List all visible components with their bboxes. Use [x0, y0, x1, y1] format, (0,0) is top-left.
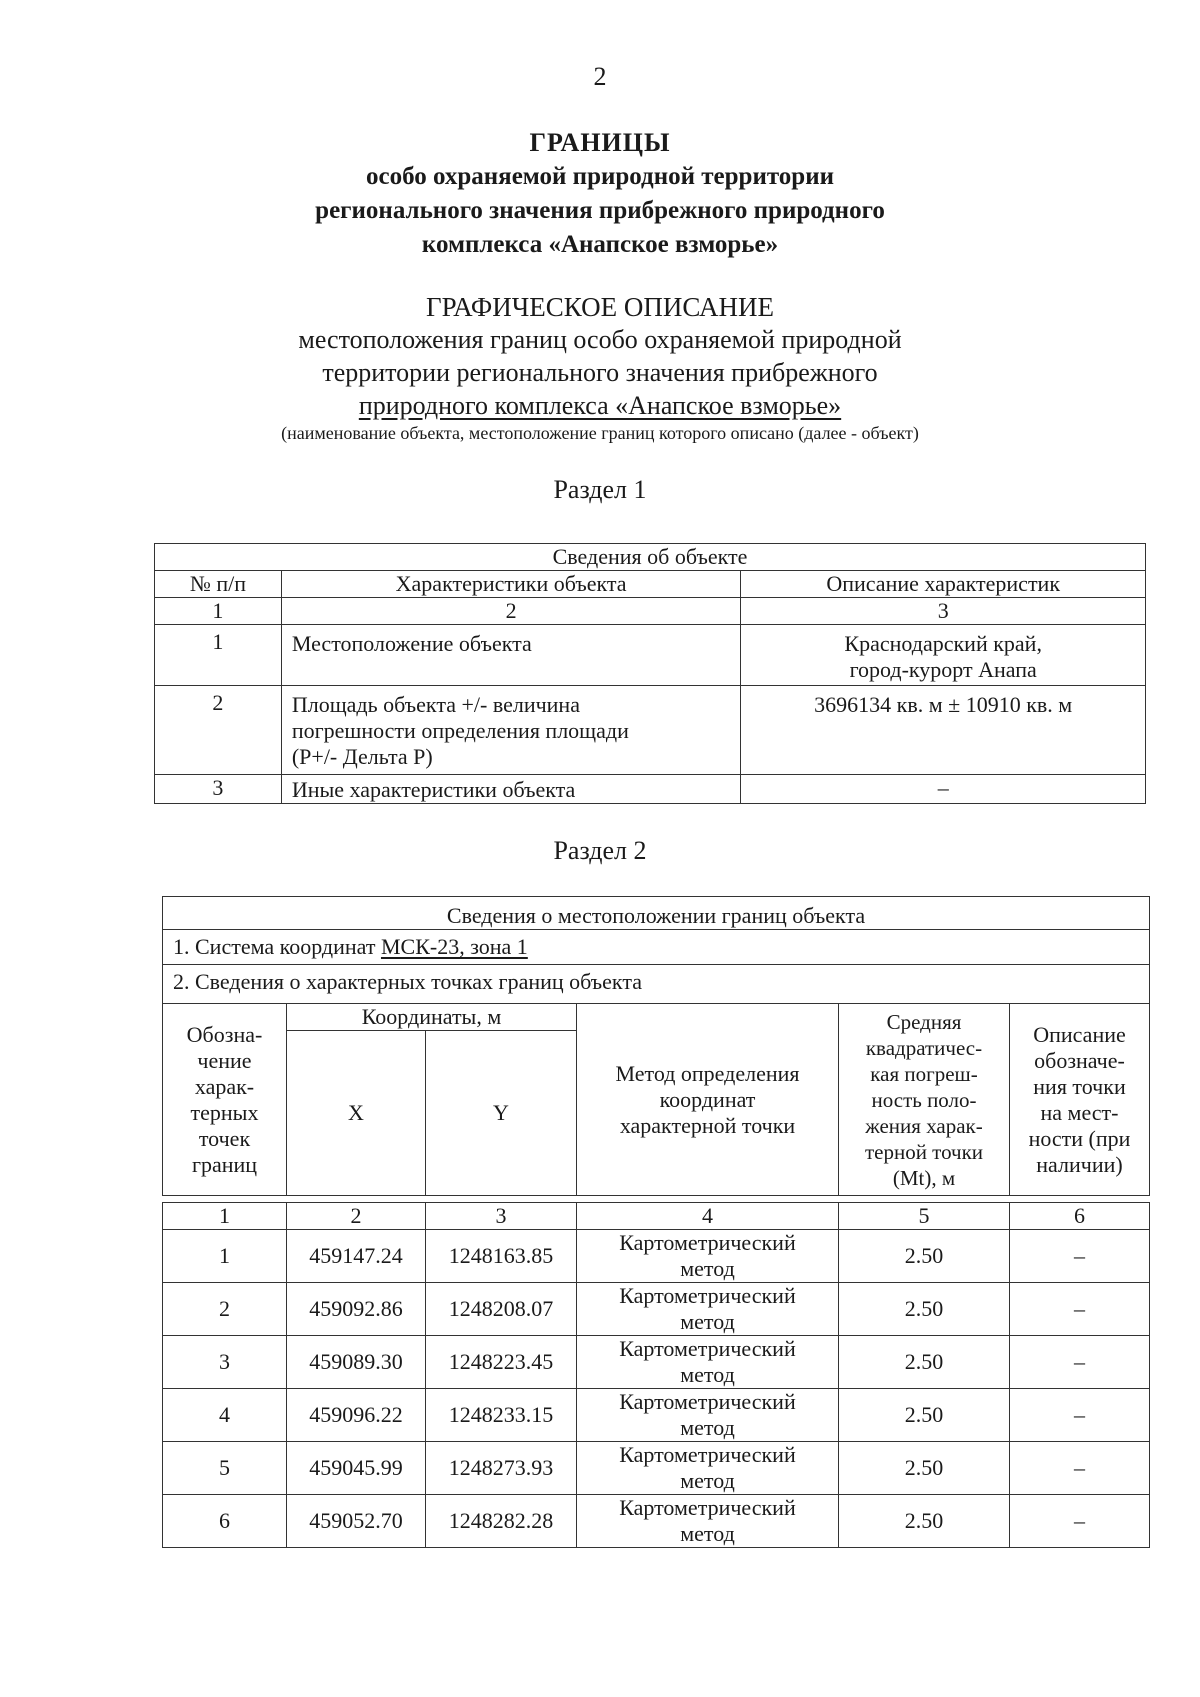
x-header: X: [287, 1031, 426, 1196]
section-1-heading: Раздел 1: [553, 475, 647, 504]
method-line: метод: [680, 1362, 735, 1387]
characteristic-cell: [281, 686, 741, 775]
x-coordinate-cell: 459096.22: [287, 1389, 426, 1442]
point-number-cell: 4: [163, 1389, 287, 1442]
document-subtitle-line: особо охраняемой природной территории: [365, 163, 835, 190]
table-row: [155, 775, 1146, 804]
header-line: жения харак-: [865, 1113, 983, 1138]
designation-header: [163, 1004, 287, 1196]
characteristic-line: (Р+/- Дельта Р): [291, 744, 433, 769]
point-number-cell: 6: [163, 1495, 287, 1548]
y-coordinate-cell: 1248282.28: [426, 1495, 577, 1548]
document-subtitle-line: регионального значения прибрежного природного: [315, 197, 885, 224]
header-line: координат: [659, 1086, 756, 1112]
method-line: Картометрический: [619, 1495, 796, 1520]
column-number: 1: [163, 1203, 287, 1230]
x-coordinate-cell: 459045.99: [287, 1442, 426, 1495]
row-number: 2: [155, 686, 282, 775]
table-row: [163, 1389, 1150, 1442]
characteristic-cell: Местоположение объекта: [281, 625, 741, 686]
object-name-caption: (наименование объекта, местоположение границ которого описано (далее - объект): [281, 423, 919, 443]
header-line: кая погреш-: [870, 1061, 978, 1086]
table-row: [163, 1283, 1150, 1336]
description-cell: –: [741, 775, 1146, 804]
graphic-description-line: местоположения границ особо охраняемой природной: [298, 325, 902, 354]
x-coordinate-cell: 459092.86: [287, 1283, 426, 1336]
error-cell: 2.50: [839, 1230, 1010, 1283]
coordinate-system-value: МСК-23, зона 1: [380, 934, 528, 959]
coordinate-system: [163, 930, 1150, 965]
description-cell: [741, 625, 1146, 686]
point-number-cell: 1: [163, 1230, 287, 1283]
column-number: 1: [155, 598, 282, 625]
column-number: 4: [577, 1203, 839, 1230]
object-name-underlined: природного комплекса «Анапское взморье»: [358, 391, 842, 420]
y-header: Y: [426, 1031, 577, 1196]
column-header: № п/п: [155, 571, 282, 598]
header-line: чение: [197, 1047, 252, 1073]
section-2-heading: Раздел 2: [553, 836, 647, 865]
method-cell: [577, 1389, 839, 1442]
header-line: ния точки: [1033, 1073, 1126, 1099]
graphic-description-line: [0, 391, 1200, 421]
method-line: Картометрический: [619, 1283, 796, 1308]
method-line: метод: [680, 1309, 735, 1334]
header-line: (Mt), м: [892, 1165, 956, 1190]
graphic-description-line: территории регионального значения прибрежного: [322, 358, 878, 387]
point-number-cell: 2: [163, 1283, 287, 1336]
header-line: характерной точки: [619, 1112, 796, 1138]
table-row: [155, 686, 1146, 775]
object-info-table: [154, 543, 1146, 804]
x-coordinate-cell: 459147.24: [287, 1230, 426, 1283]
description-cell: 3696134 кв. м ± 10910 кв. м: [741, 686, 1146, 775]
page-number: 2: [593, 62, 607, 91]
header-line: Описание: [1033, 1021, 1126, 1047]
method-cell: [577, 1230, 839, 1283]
column-header: Характеристики объекта: [281, 571, 741, 598]
y-coordinate-cell: 1248273.93: [426, 1442, 577, 1495]
points-caption: 2. Сведения о характерных точках границ объекта: [163, 965, 1150, 1004]
y-coordinate-cell: 1248208.07: [426, 1283, 577, 1336]
method-cell: [577, 1283, 839, 1336]
point-number-cell: 3: [163, 1336, 287, 1389]
table-row: [163, 1230, 1150, 1283]
column-number: 2: [281, 598, 741, 625]
characteristic-cell: Иные характеристики объекта: [281, 775, 741, 804]
table-title: Сведения об объекте: [155, 544, 1146, 571]
header-line: точек: [198, 1125, 251, 1151]
graphic-description-title: ГРАФИЧЕСКОЕ ОПИСАНИЕ: [425, 292, 775, 322]
characteristic-line: погрешности определения площади: [291, 718, 629, 743]
method-cell: [577, 1442, 839, 1495]
header-line: обозначе-: [1034, 1047, 1125, 1073]
x-coordinate-cell: 459089.30: [287, 1336, 426, 1389]
characteristic-line: Площадь объекта +/- величина: [291, 692, 580, 717]
header-line: Обозна-: [186, 1021, 263, 1047]
method-header: [577, 1004, 839, 1196]
x-coordinate-cell: 459052.70: [287, 1495, 426, 1548]
table-row: [163, 1442, 1150, 1495]
header-line: квадратичес-: [865, 1035, 983, 1060]
boundary-points-table: [162, 896, 1150, 1548]
row-number: 3: [155, 775, 282, 804]
table-title: Сведения о местоположении границ объекта: [163, 897, 1150, 930]
column-number: 6: [1010, 1203, 1150, 1230]
point-description-cell: –: [1010, 1283, 1150, 1336]
method-line: метод: [680, 1256, 735, 1281]
header-line: ность поло-: [871, 1087, 977, 1112]
column-number: 3: [426, 1203, 577, 1230]
header-line: ности (при: [1028, 1125, 1131, 1151]
point-description-cell: –: [1010, 1230, 1150, 1283]
error-cell: 2.50: [839, 1495, 1010, 1548]
header-line: терных: [190, 1099, 259, 1125]
header-line: харак-: [194, 1073, 255, 1099]
method-line: Картометрический: [619, 1389, 796, 1414]
header-line: Метод определения: [615, 1060, 800, 1086]
y-coordinate-cell: 1248163.85: [426, 1230, 577, 1283]
column-number: 5: [839, 1203, 1010, 1230]
description-line: Краснодарский край,: [844, 631, 1042, 656]
point-number-cell: 5: [163, 1442, 287, 1495]
header-line: Средняя: [886, 1009, 962, 1034]
error-cell: 2.50: [839, 1336, 1010, 1389]
row-number: 1: [155, 625, 282, 686]
table-row: [155, 625, 1146, 686]
column-number: 2: [287, 1203, 426, 1230]
coordinates-header: Координаты, м: [287, 1004, 577, 1031]
document-subtitle-line: комплекса «Анапское взморье»: [421, 231, 779, 258]
point-description-cell: –: [1010, 1495, 1150, 1548]
coordinate-system-label: 1. Система координат: [173, 934, 381, 959]
method-line: Картометрический: [619, 1442, 796, 1467]
column-header: Описание характеристик: [741, 571, 1146, 598]
point-description-cell: –: [1010, 1442, 1150, 1495]
header-line: терной точки: [864, 1139, 984, 1164]
error-cell: 2.50: [839, 1389, 1010, 1442]
column-number: 3: [741, 598, 1146, 625]
method-line: Картометрический: [619, 1336, 796, 1361]
method-line: метод: [680, 1468, 735, 1493]
y-coordinate-cell: 1248233.15: [426, 1389, 577, 1442]
method-cell: [577, 1495, 839, 1548]
header-line: на мест-: [1040, 1099, 1119, 1125]
description-line: город-курорт Анапа: [849, 657, 1037, 682]
error-cell: 2.50: [839, 1283, 1010, 1336]
y-coordinate-cell: 1248223.45: [426, 1336, 577, 1389]
method-cell: [577, 1336, 839, 1389]
error-cell: 2.50: [839, 1442, 1010, 1495]
header-line: границ: [191, 1151, 258, 1177]
table-row: [163, 1336, 1150, 1389]
document-title: ГРАНИЦЫ: [529, 128, 671, 157]
point-description-cell: –: [1010, 1336, 1150, 1389]
point-description-header: [1010, 1004, 1150, 1196]
point-description-cell: –: [1010, 1389, 1150, 1442]
table-row: [163, 1495, 1150, 1548]
error-header: [839, 1004, 1010, 1196]
method-line: Картометрический: [619, 1230, 796, 1255]
method-line: метод: [680, 1415, 735, 1440]
header-line: наличии): [1036, 1151, 1123, 1177]
method-line: метод: [680, 1521, 735, 1546]
